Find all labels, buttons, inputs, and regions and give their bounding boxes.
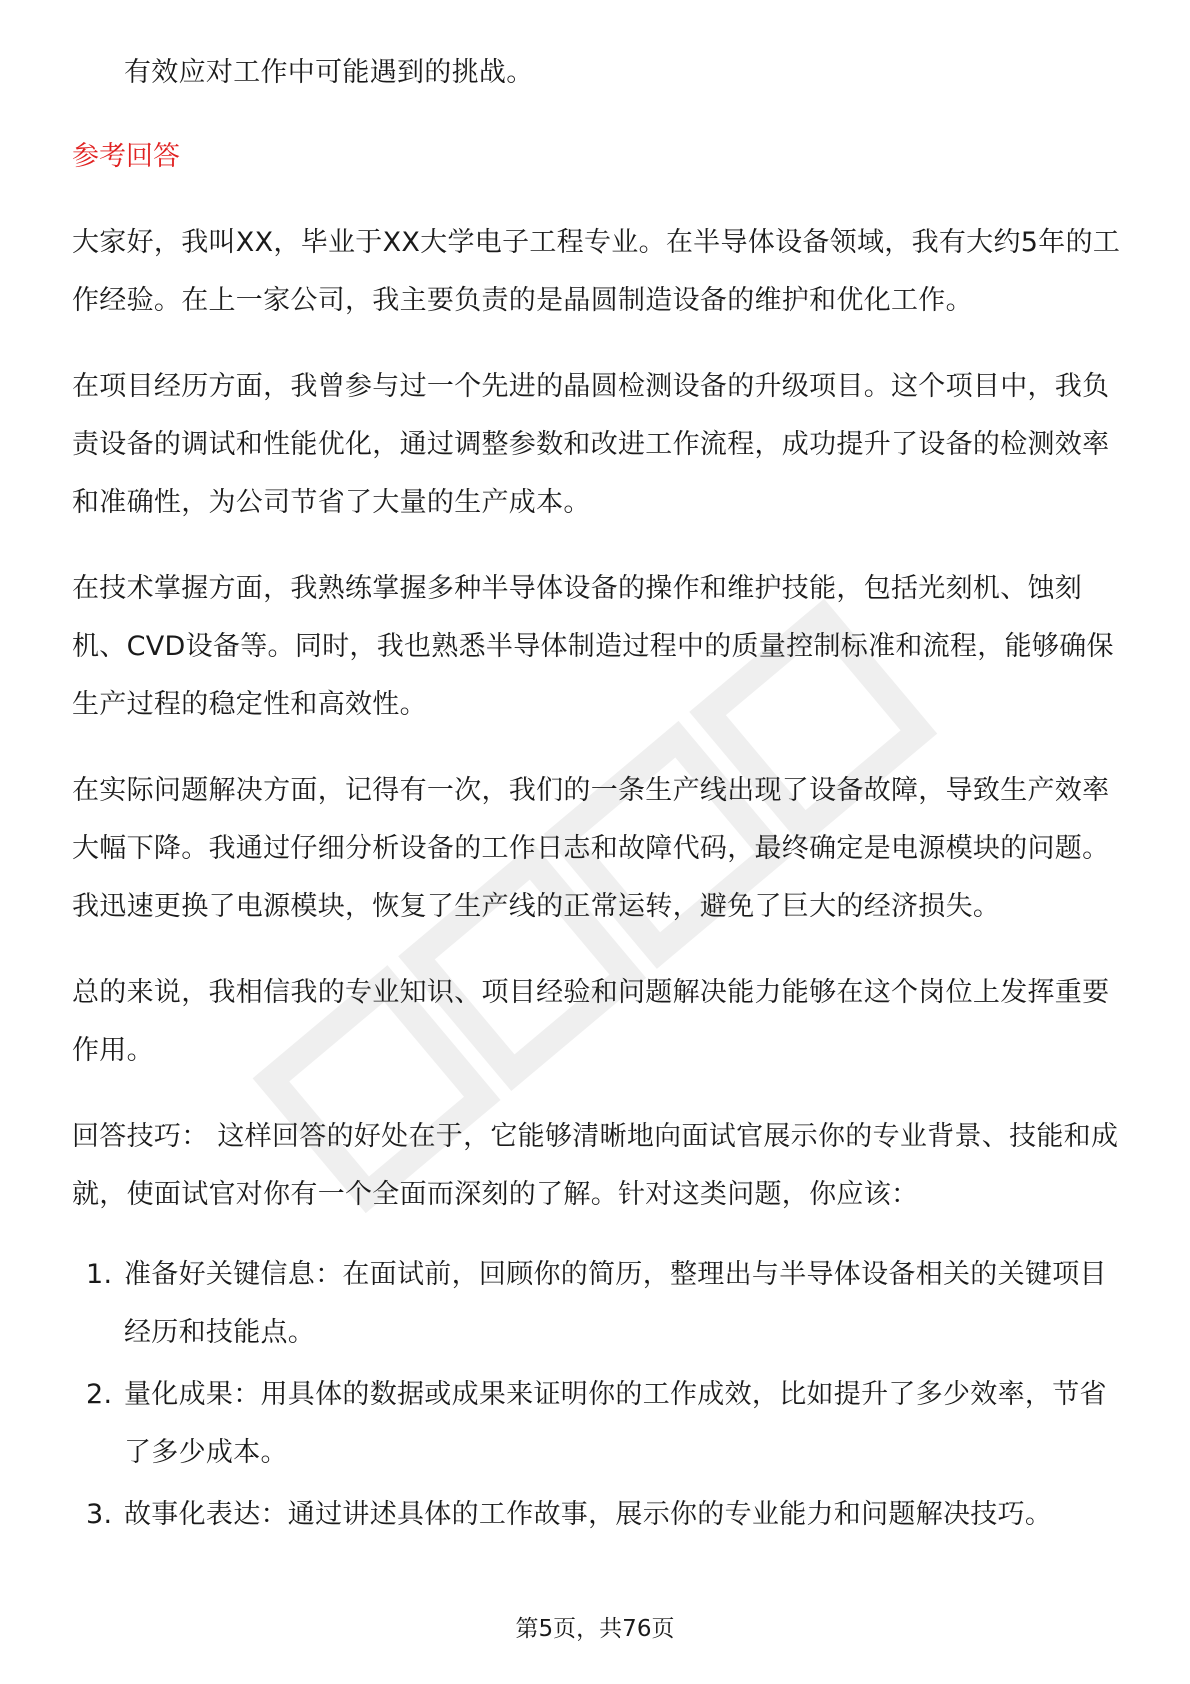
list-item-text: 量化成果：用具体的数据或成果来证明你的工作成效，比如提升了多少效率，节省了多少成本。 — [124, 1379, 1107, 1468]
document-body — [72, 44, 1122, 1548]
paragraph-intro: 有效应对工作中可能遇到的挑战。 — [124, 57, 534, 88]
paragraph: 在实际问题解决方面，记得有一次，我们的一条生产线出现了设备故障，导致生产效率大幅下降。我通过仔细分析设备的工作日志和故障代码，最终确定是电源模块的问题。我迅速更换了电源模块，恢复了生产线的正常运转，避免了巨大的经济损失。 — [72, 775, 1110, 922]
list-number: 3. — [86, 1499, 113, 1530]
paragraph: 大家好，我叫XX，毕业于XX大学电子工程专业。在半导体设备领域，我有大约5年的工作经验。在上一家公司，我主要负责的是晶圆制造设备的维护和优化工作。 — [72, 227, 1121, 316]
list-item — [72, 1486, 1122, 1544]
answer-tips-paragraph: 回答技巧： 这样回答的好处在于，它能够清晰地向面试官展示你的专业背景、技能和成就，使面试官对你有一个全面而深刻的了解。针对这类问题，你应该： — [72, 1121, 1119, 1210]
page-footer: 第5页，共76页 — [515, 1616, 675, 1642]
tips-list — [72, 1246, 1122, 1544]
list-item — [72, 1246, 1122, 1362]
list-item-text: 准备好关键信息：在面试前，回顾你的简历，整理出与半导体设备相关的关键项目经历和技能点。 — [124, 1259, 1107, 1348]
paragraph: 在技术掌握方面，我熟练掌握多种半导体设备的操作和维护技能，包括光刻机、蚀刻机、CVD设备等。同时，我也熟悉半导体制造过程中的质量控制标准和流程，能够确保生产过程的稳定性和高效性。 — [72, 573, 1114, 720]
list-number: 1. — [86, 1259, 113, 1290]
list-number: 2. — [86, 1379, 113, 1410]
paragraph: 总的来说，我相信我的专业知识、项目经验和问题解决能力能够在这个岗位上发挥重要作用。 — [72, 977, 1110, 1066]
list-item — [72, 1366, 1122, 1482]
section-title: 参考回答 — [72, 141, 180, 172]
paragraph: 在项目经历方面，我曾参与过一个先进的晶圆检测设备的升级项目。这个项目中，我负责设备的调试和性能优化，通过调整参数和改进工作流程，成功提升了设备的检测效率和准确性，为公司节省了大量的生产成本。 — [72, 371, 1110, 518]
list-item-text: 故事化表达：通过讲述具体的工作故事，展示你的专业能力和问题解决技巧。 — [124, 1499, 1053, 1530]
